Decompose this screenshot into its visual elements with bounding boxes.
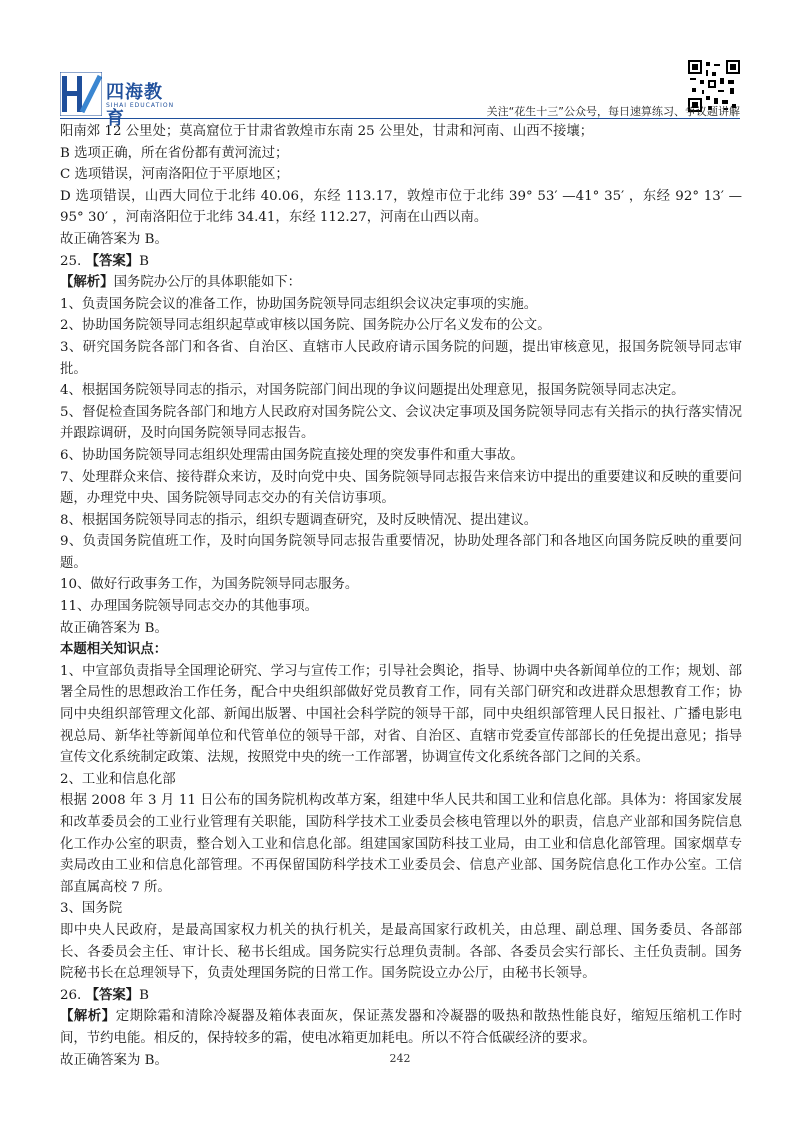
- text-span: B: [139, 987, 149, 1003]
- text-line: 即中央人民政府，是最高国家权力机关的执行机关，是最高国家行政机关，由总理、副总理、国务委员、各部部长、各委员会主任、审计长、秘书长组成。国务院实行总理负责制。各部、各委员会实行部长、主任负责制。国务院秘书长在总理领导下，负责处理国务院的日常工作。国务院设立办公厅，由秘书长领导。: [60, 922, 742, 982]
- logo-mark-icon: [60, 72, 102, 116]
- logo-text: 四海教育: [106, 82, 163, 129]
- logo-subtext: SIHAI EDUCATION: [106, 102, 175, 109]
- bold-label: 本题相关知识点：: [60, 641, 168, 658]
- text-line: [60, 1006, 742, 1049]
- text-line: 故正确答案为 B。: [60, 620, 168, 636]
- text-line: 10、做好行政事务工作，为国务院领导同志服务。: [60, 577, 359, 593]
- header-slogan: 关注“花生十三”公众号，每日速算练习、争议题讲解: [486, 105, 740, 118]
- text-span: 国务院办公厅的具体职能如下：: [113, 275, 302, 291]
- text-line: [60, 272, 742, 294]
- text-line: 11、办理国务院领导同志交办的其他事项。: [60, 599, 319, 615]
- text-line: 根据 2008 年 3 月 11 日公布的国务院机构改革方案，组建中华人民共和国工业和信息化部。具体为：将国家发展和改革委员会的工业行业管理有关职能，国防科学技术工业委员会核电管理以外的职责，信息产业部和国务院信息化工作办公室的职责，整合划入工业和信息化部。组建国家国防科技工业局，由工业和信息化部管理。国家烟草专卖局改由工业和信息化部管理。不再保留国防科学技术工业委员会、信息产业部、国务院信息化工作办公室。工信部直属高校 7 所。: [60, 793, 742, 895]
- bold-label: 【答案】: [85, 986, 140, 1003]
- text-line: 1、负责国务院会议的准备工作，协助国务院领导同志组织会议决定事项的实施。: [60, 296, 538, 312]
- text-span: 定期除霜和清除冷凝器及箱体表面灰，保证蒸发器和冷凝器的吸热和散热性能良好，缩短压缩机工作时间，节约电能。相反的，保持较多的霜，使电冰箱更加耗电。所以不符合低碳经济的要求。: [60, 1009, 742, 1046]
- bold-label: 【答案】: [85, 252, 140, 269]
- text-span: 25.: [60, 253, 86, 269]
- header-divider: [60, 118, 740, 119]
- page-header: [0, 0, 800, 129]
- text-line: 故正确答案为 B。: [60, 1052, 168, 1068]
- text-line: B 选项正确，所在省份都有黄河流过；: [60, 145, 289, 161]
- text-line: 6、协助国务院领导同志组织处理需由国务院直接处理的突发事件和重大事故。: [60, 447, 524, 463]
- brand-logo: [60, 72, 180, 129]
- bold-label: 【解析】: [60, 274, 114, 291]
- text-line: [60, 985, 742, 1007]
- text-line: 故正确答案为 B。: [60, 231, 168, 247]
- text-line: 3、研究国务院各部门和各省、自治区、直辖市人民政府请示国务院的问题，提出审核意见，报国务院领导同志审批。: [60, 339, 742, 377]
- text-line: 2、工业和信息化部: [60, 771, 176, 787]
- text-line: 5、督促检查国务院各部门和地方人民政府对国务院公文、会议决定事项及国务院领导同志有关指示的执行落实情况并跟踪调研，及时向国务院领导同志报告。: [60, 404, 742, 442]
- text-line: 阳南郊 12 公里处；莫高窟位于甘肃省敦煌市东南 25 公里处，甘肃和河南、山西不接壤；: [60, 124, 594, 139]
- text-line: 7、处理群众来信、接待群众来访，及时向党中央、国务院领导同志报告来信来访中提出的重要建议和反映的重要问题，办理党中央、国务院领导同志交办的有关信访事项。: [60, 469, 742, 507]
- text-line: 8、根据国务院领导同志的指示，组织专题调查研究，及时反映情况、提出建议。: [60, 512, 538, 528]
- text-line: [60, 251, 742, 273]
- page-number: 242: [389, 1052, 411, 1065]
- text-line: D 选项错误，山西大同位于北纬 40.06，东经 113.17，敦煌市位于北纬 39° 53′ —41° 35′ ，东经 92° 13′ —95° 30′ ，河南洛阳位于北纬 34.41，东经 112.27，河南在山西以南。: [60, 188, 742, 226]
- bold-label: 【解析】: [60, 1008, 116, 1025]
- text-line: 1、中宣部负责指导全国理论研究、学习与宣传工作；引导社会舆论，指导、协调中央各新闻单位的工作；规划、部署全局性的思想政治工作任务，配合中央组织部做好党员教育工作，同有关部门研究和改进群众思想教育工作；协同中央组织部管理文化部、新闻出版署、中国社会科学院的领导干部，同中央组织部管理人民日报社、广播电影电视总局、新华社等新闻单位和代管单位的领导干部，对省、自治区、直辖市党委宣传部部长的任免提出意见；指导宣传文化系统制定政策、法规，按照党中央的统一工作部署，协调宣传文化系统各部门之间的关系。: [60, 663, 742, 766]
- text-span: B: [139, 253, 149, 269]
- document-body: [60, 121, 742, 1071]
- text-line: 9、负责国务院值班工作，及时向国务院领导同志报告重要情况，协助处理各部门和各地区向国务院反映的重要问题。: [60, 534, 742, 571]
- text-line: 3、国务院: [60, 901, 123, 917]
- text-span: 26.: [60, 987, 86, 1003]
- text-line: 4、根据国务院领导同志的指示，对国务院部门间出现的争议问题提出处理意见，报国务院领导同志决定。: [60, 383, 685, 399]
- text-line: 2、协助国务院领导同志组织起草或审核以国务院、国务院办公厅名义发布的公文。: [60, 318, 551, 334]
- text-line: [60, 639, 742, 661]
- text-line: C 选项错误，河南洛阳位于平原地区；: [60, 167, 289, 183]
